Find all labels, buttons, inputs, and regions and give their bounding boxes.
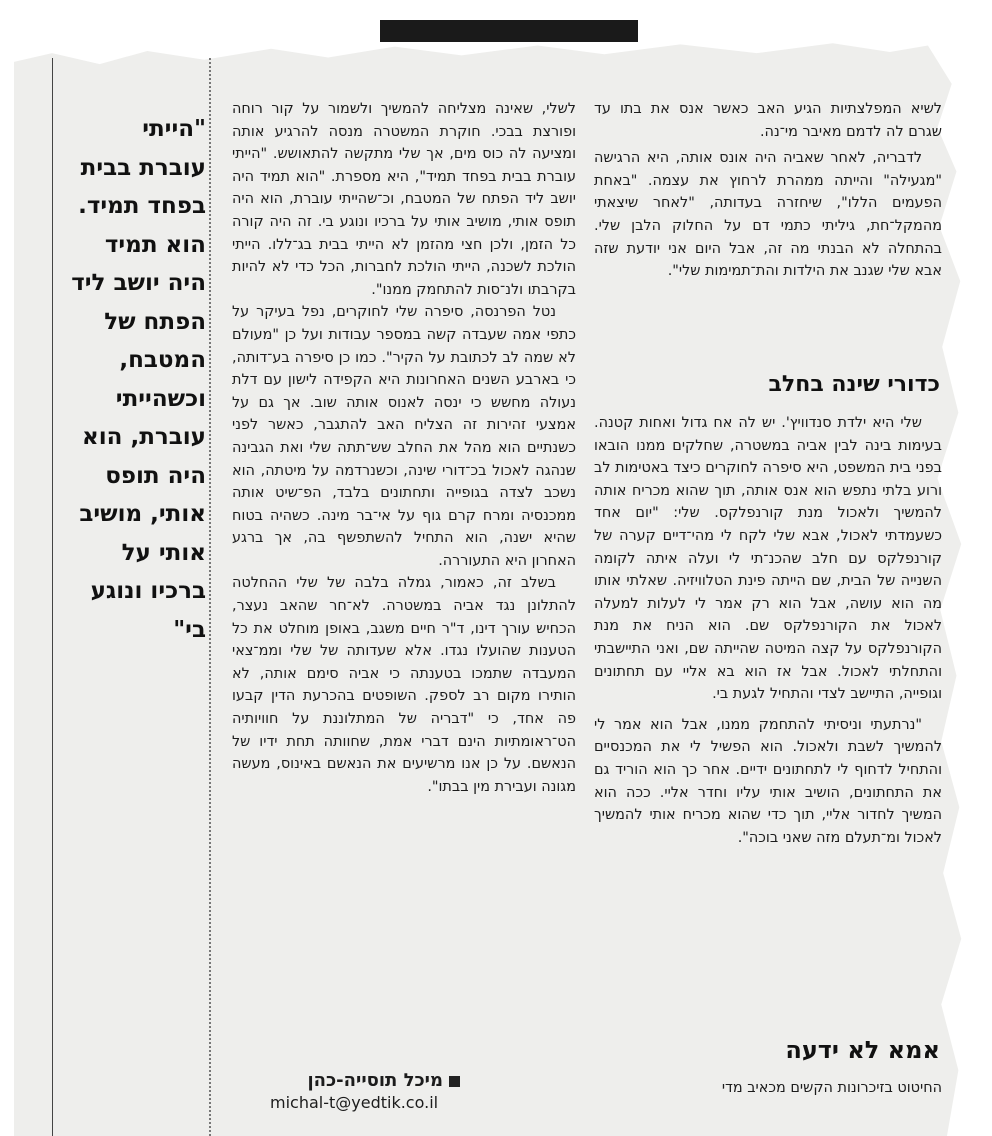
pull-quote: "הייתי עוברת בבית בפחד תמיד. הוא תמיד היה יושב ליד הפתח של המטבח, וכשהייתי עוברת, הוא היה תופס אותי, מושיב אותי על ברכיו ונוגע בי"	[71, 116, 206, 643]
teaser-line: החיטוט בזיכרונות הקשים מכאיב מדי	[721, 1080, 942, 1096]
middle-paragraph-1: לשלי, שאינה מצליחה להמשיך ולשמור על קור רוחה ופורצת בבכי. חוקרת המשטרה מנסה להרגיע אותה ומציעה לה כוס מים, אך שלי מתקשה להתאושש. "הייתי עוברת בבית בפחד תמיד", היא מספרת. "הוא תמיד היה יושב ליד הפתח של המטבח, וכ־שהייתי עוברת, הוא היה תופס אותי, מושיב אותי על ברכיו ונוגע בי. זה היה קורה כל הזמן, ולכן חצי מהזמן לא הייתי בבית בג־ללו. הייתי הולכת לשכנה, הייתי הולכת לחברות, הכל כדי לא להיות בקרבתו ולנ־סות להתחמק ממנו".	[232, 101, 576, 298]
author-name: מיכל תוסייה-כהן	[307, 1070, 443, 1091]
middle-paragraph-2: נטל הפרנסה, סיפרה שלי לחוקרים, נפל בעיקר על כתפי אמה שעבדה קשה במספר עבודות ועל כן "מעולם לא שמה לב לכתובת על הקיר". כמו כן סיפרה בע־דותה, כי בארבע השנים האחרונות היא הקפידה לישון עם דלת נעולה מחשש כי ינסה לאנוס אותה שוב. אך גם על אמצעי זהירות זה הצליח האב להתגבר, כאשר לפני כשנתיים הוא מהל את החלב שש־תתה שלי ואת הגבינה שנהגה לאכול בכ־דורי שינה, וכשנרדמה על מיטתה, הוא נשכב לצדה בגופייה ותחתונים בלבד, הפ־שיט אותה ממכנסיה ומרח קרם גוף על אי־בר מינה. כשהיה בטוח שהיא ישנה, הוא התחיל להשתפשף בה, אך ברגע האחרון היא התעוררה.	[232, 304, 576, 569]
middle-paragraph-3: בשלב זה, כאמור, גמלה בלבה של שלי ההחלטה להתלונן נגד אביה במשטרה. לא־חר שהאב נעצר, הכחיש עורך דינו, ד"ר חיים משגב, באופן מוחלט את כל הטענות שהועלו נגדו. אלא שעדותה של שלי וממ־צאי המעבדה שתמכו בטענתה כי אביה סימם אותה, לא הותירו מקום רב לספק. השופטים בהכרעת הדין קבעו פה אחד, כי "דבריה של המתלוננת על חוויותיה הט־ראומתיות הינם דברי אמת, שחוותה תחת ידיו של הנאשם. על כן אנו מרשיעים את הנאשם באינוס, מעשה מגונה ועבירת מין בבתו".	[232, 575, 576, 795]
byline	[270, 1070, 460, 1112]
author-email: michal-t@yedtik.co.il	[270, 1093, 439, 1112]
left-column-rule	[52, 58, 53, 1136]
right-column-top	[594, 98, 942, 283]
section-paragraph-2: "נרתעתי וניסיתי להתחמק ממנו, אבל הוא אמר לי להמשיך לשבת ולאכול. הוא הפשיל לי את המכנסיים והתחיל לדחוף לי לתחתונים ידיים. אחר כך הוא הוריד גם את התחתונים, הושיב אותי עליו וחדר אליי. ככה הוא המשיך לחדור אליי, תוך כדי שהוא מכריח אותי להמשיך לאכול ומ־תעלם מזה שאני בוכה".	[594, 716, 942, 846]
right-paragraph-1: לדבריה, לאחר שאביה היה אונס אותה, היא הרגישה "מגעילה" והייתה ממהרת לרחוץ את עצמה. "באחת הפעמים הללו", שיחזרה בעדותה, "לאחר שיצאתי מהמקל־חת, גיליתי כתמי דם על החלוק הלבן שלי. בהתחלה לא הבנתי מה זה, אבל היום אני יודעת שזה אבא שלי שגנב את הילדות והת־תמימות שלי".	[594, 150, 942, 280]
byline-square-icon	[449, 1076, 460, 1087]
section-paragraph-1: שלי היא ילדת סנדוויץ'. יש לה אח גדול ואחות קטנה. בעימות בינה לבין אביה במשטרה, שחלקים ממנו הובאו בפני בית המשפט, היא סיפרה לחוקרים כיצד באטימות לב ורוע בלתי נתפש הוא אנס אותה, תוך שהוא מכריח אותה להמשיך ולאכול מנת קורנפלקס. שלי: "יום אחד כשעמדתי לאכול, אבא שלי לקח לי מהי־דיים קערה של קורנפלקס עם חלב שהכנ־תי לי ועלה איתה לקומה השנייה של הבית, שם הייתה פינת הטלוויזיה. שאלתי אותו מה הוא עושה, אבל הוא רק אמר לי לעלות למעלה לאכול את הקורנפלקס שם. הוא הניח את מנת הקורנפלקס על קצה המיטה שהייתה שם, ואני התיישבתי והתחלתי לאכול. אבל אז הוא בא אליי עם תחתונים וגופייה, התיישב לצדי והתחיל לגעת בי.	[594, 415, 942, 703]
subhead-mom-didnt-know: אמא לא ידעה	[785, 1036, 940, 1064]
right-intro: לשיא המפלצתיות הגיע האב כאשר אנס את בתו עד שגרם לה לדמם מאיבר מי־נה.	[594, 101, 942, 140]
scan-edge-mark	[380, 20, 638, 42]
middle-column	[232, 98, 576, 798]
quote-column-divider	[209, 58, 211, 1136]
author-line	[270, 1070, 460, 1091]
subhead-sleeping-pills: כדורי שינה בחלב	[768, 372, 940, 397]
right-column-section	[594, 412, 942, 849]
